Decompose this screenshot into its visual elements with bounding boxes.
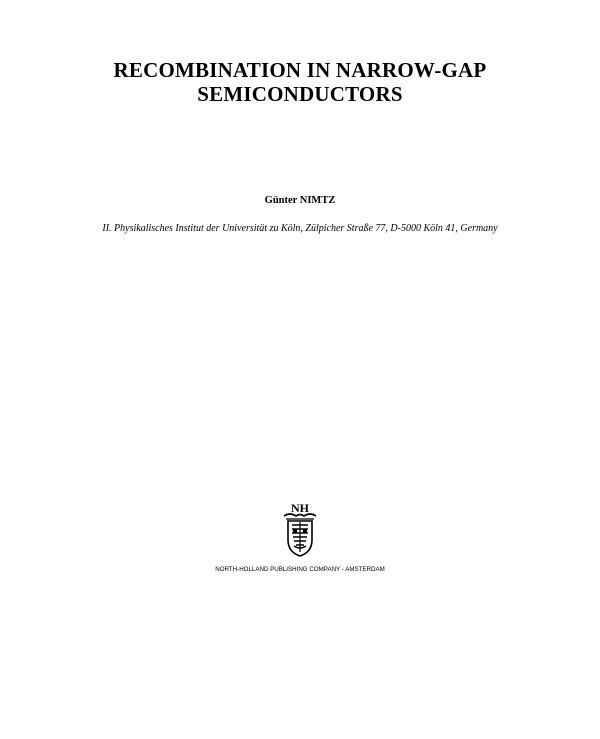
publisher-name: NORTH-HOLLAND PUBLISHING COMPANY - AMSTERDAM: [215, 566, 385, 573]
publisher-logo-icon: [278, 500, 322, 558]
document-title-line-1: RECOMBINATION IN NARROW-GAP: [113, 58, 487, 82]
author-affiliation: II. Physikalisches Institut der Universität zu Köln, Zülpicher Straße 77, D-5000 Köln 41, Germany: [102, 223, 498, 234]
publisher-logo-text: NH: [291, 501, 309, 515]
document-title: [0, 58, 600, 106]
document-title-line-2: SEMICONDUCTORS: [197, 82, 403, 106]
author-name: Günter NIMTZ: [264, 195, 336, 206]
